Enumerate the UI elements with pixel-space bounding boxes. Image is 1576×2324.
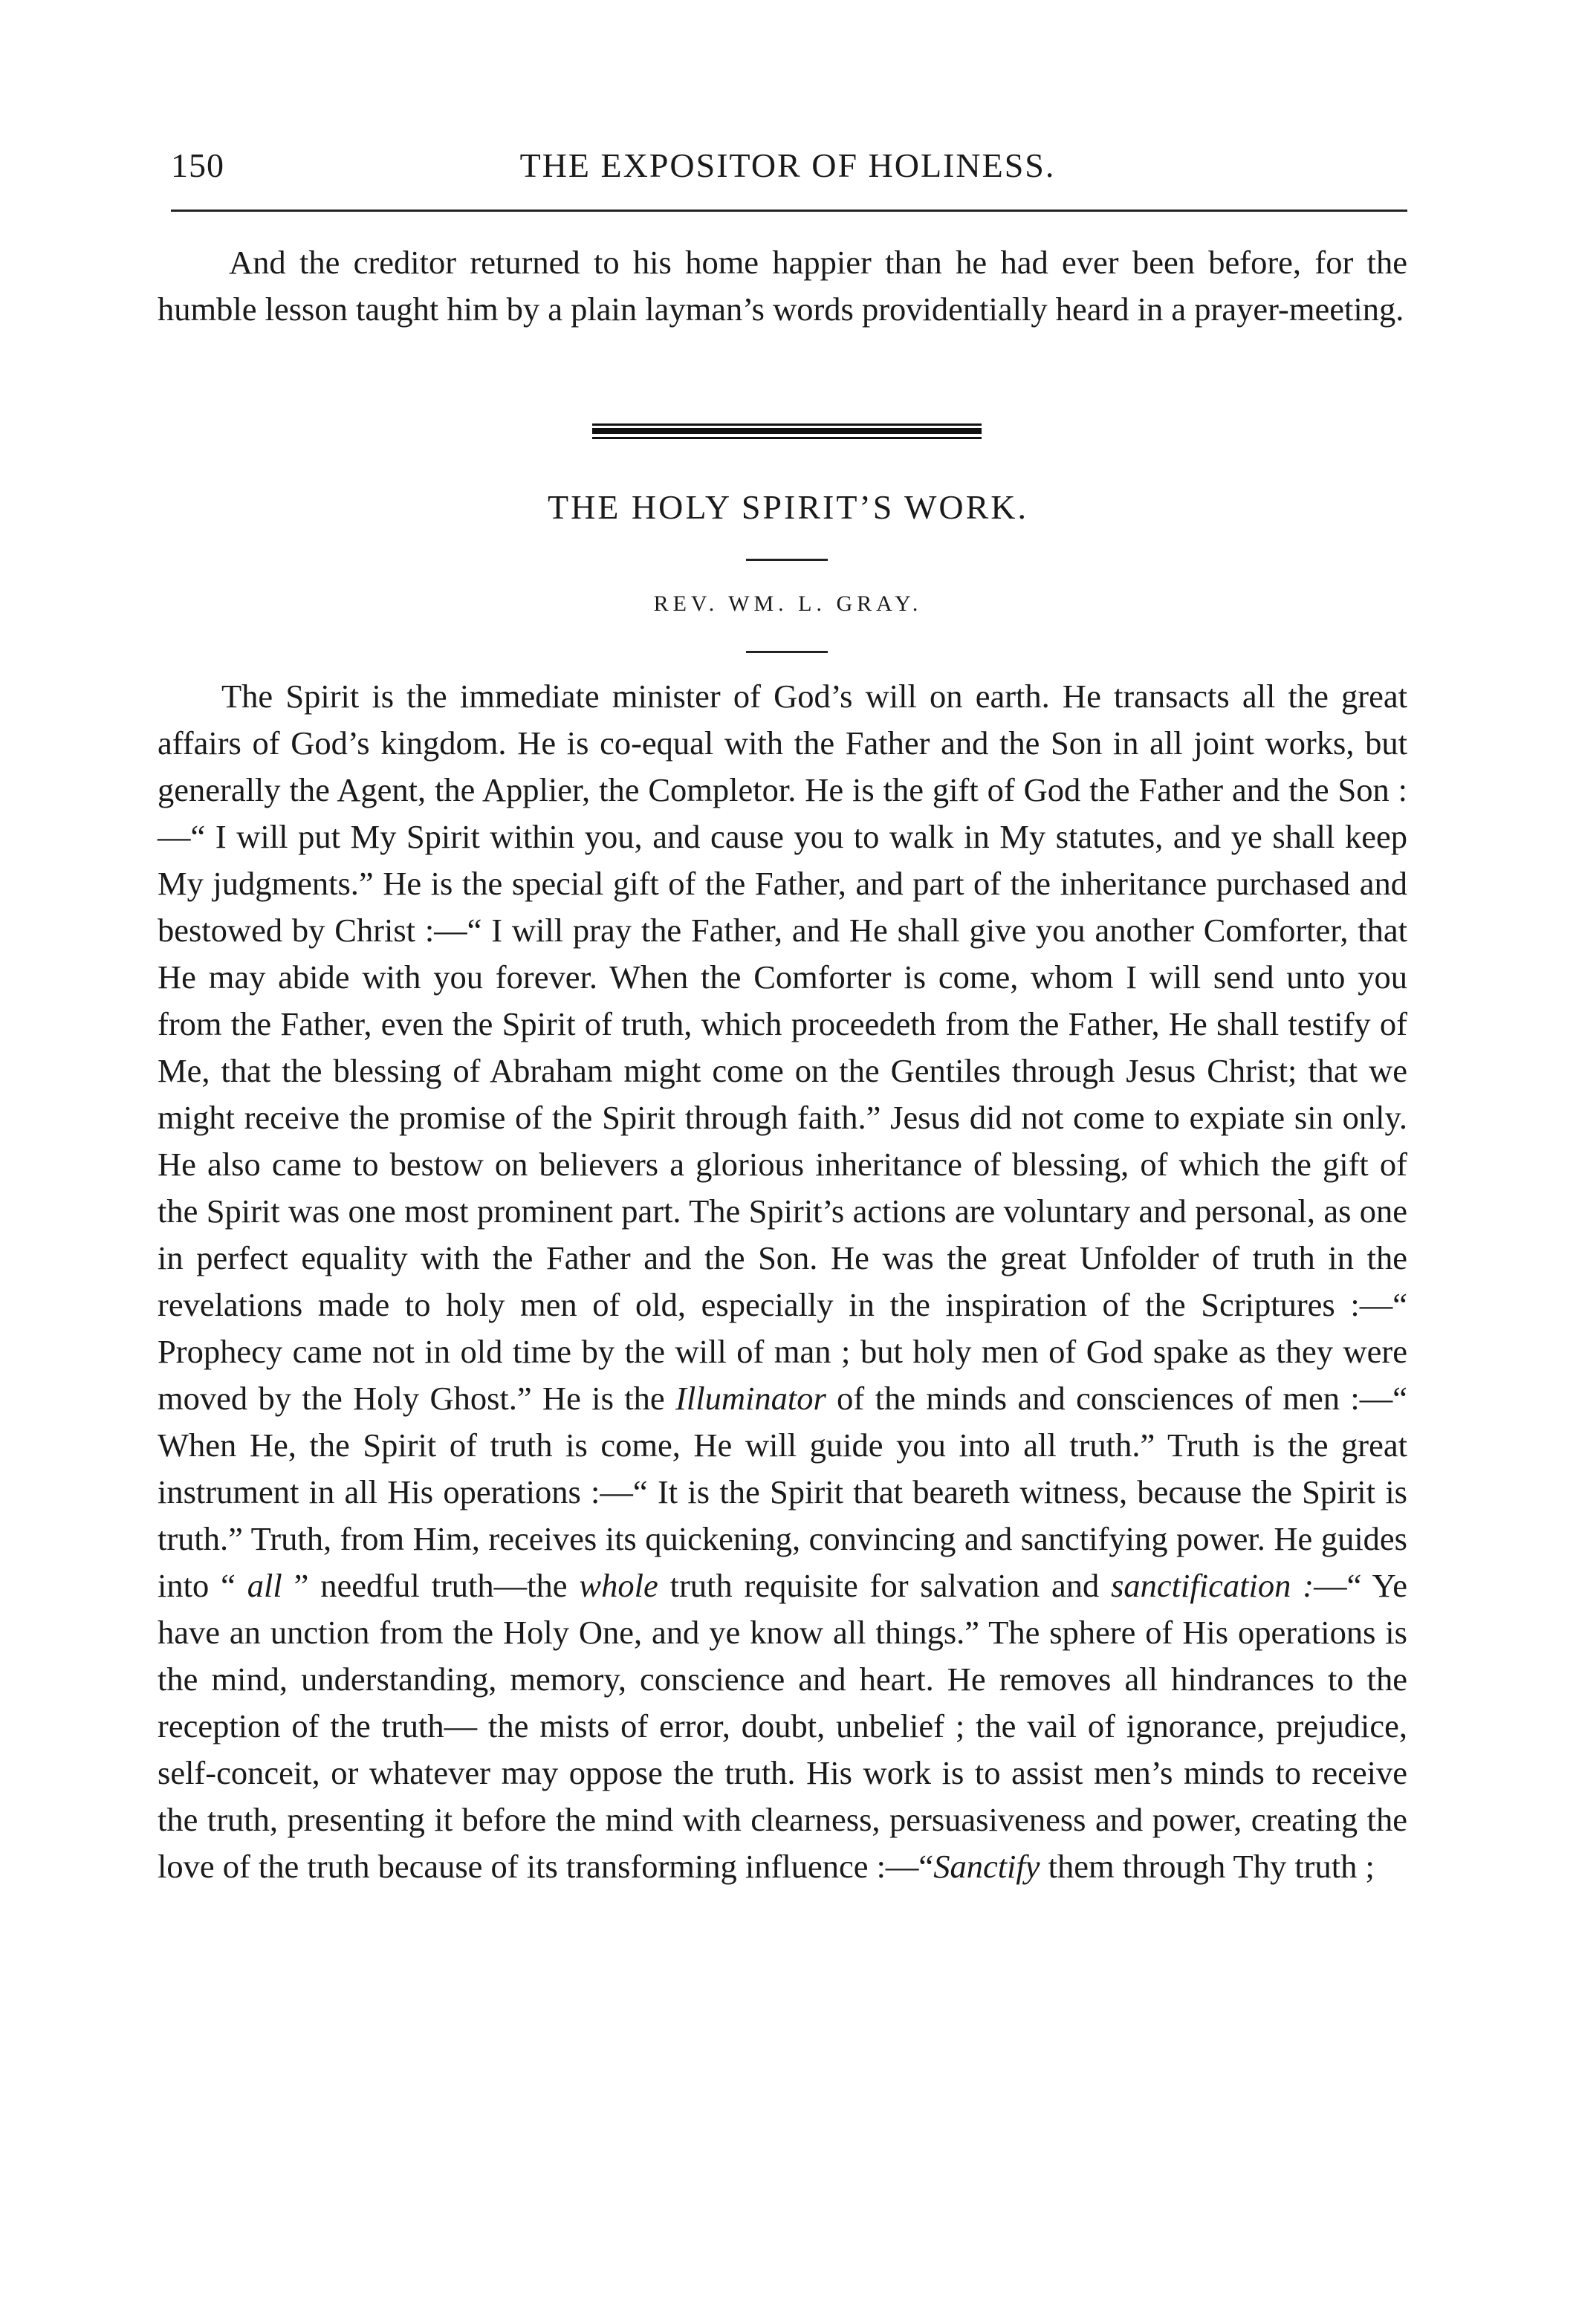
title-rule bbox=[746, 559, 828, 561]
intro-text: And the creditor returned to his home happier than he had ever been before, for the humble lesson taught him by a plain layman’s words providentially heard in a prayer-meeting. bbox=[158, 244, 1407, 328]
body-text-1: The Spirit is the immediate minister of God’s will on earth. He transacts all the great affairs of God’s kingdom. He is co-equal with the Father and the Son in all joint works, but generally the Agent, the Applier, the Completor. He is the gift of God the Father and the Son :—“ I will put My Spirit within you, and cause you to walk in My statutes, and ye shall keep My judgments.” He is the special gift of the Father, and part of the inheritance purchased and bestowed by Christ :—“ I will pray the Father, and He shall give you another Comforter, that He may abide with you forever. When the Comforter is come, whom I will send unto you from the Father, even the Spirit of truth, which proceedeth from the Father, He shall testify of Me, that the blessing of Abraham might come on the Gentiles through Jesus Christ; that we might receive the promise of the Spirit through faith.” Jesus did not come to expiate sin only. He also came to bestow on believers a glorious inheritance of blessing, of which the gift of the Spirit was one most prominent part. The Spirit’s actions are voluntary and personal, as one in perfect equality with the Father and the Son. He was the great Unfolder of truth in the revelations made to holy men of old, especially in the inspiration of the Scriptures :—“ Prophecy came not in old time by the will of man ; but holy men of God spake as they were moved by the Holy Ghost.” He is the bbox=[158, 678, 1407, 1417]
ornament-rule-thick bbox=[592, 428, 982, 434]
intro-paragraph bbox=[158, 239, 1407, 333]
author-rule bbox=[746, 651, 828, 653]
ornament-rule-bottom bbox=[592, 437, 982, 439]
body-text-4: truth requisite for salvation and bbox=[658, 1567, 1112, 1604]
body-text-2: of the minds and consciences of men :—“ When He, the Spirit of truth is come, He will guide you into all truth.” Truth is the great instrument in all His operations :—“ It is the Spirit that beareth witness, because the Spirit is truth.” Truth, from Him, receives its quickening, convincing and sanctifying power. He guides into “ bbox=[158, 1380, 1407, 1604]
page-number: 150 bbox=[171, 146, 224, 184]
body-paragraph bbox=[158, 673, 1407, 1890]
body-italic-all: all bbox=[247, 1567, 282, 1604]
header-rule bbox=[171, 210, 1407, 212]
ornament-rule-top bbox=[592, 423, 982, 426]
article-title: THE HOLY SPIRIT’S WORK. bbox=[547, 488, 1029, 526]
running-title: THE EXPOSITOR OF HOLINESS. bbox=[519, 146, 1056, 184]
article-body bbox=[158, 673, 1407, 1890]
body-text-3: ” needful truth—the bbox=[282, 1567, 580, 1604]
body-italic-whole: whole bbox=[579, 1567, 658, 1604]
body-italic-sanctification: sanctification : bbox=[1111, 1567, 1314, 1604]
body-italic-sanctify: Sanctify bbox=[933, 1848, 1040, 1885]
body-text-6: them through Thy truth ; bbox=[1040, 1848, 1375, 1885]
running-header bbox=[171, 146, 1404, 198]
body-italic-illuminator: Illuminator bbox=[675, 1380, 826, 1417]
section-divider-ornament bbox=[592, 423, 982, 440]
article-author: REV. WM. L. GRAY. bbox=[653, 591, 923, 616]
body-text-5: —“ Ye have an unction from the Holy One, and ye know all things.” The sphere of His operations is the mind, understanding, memory, conscience and heart. He removes all hindrances to the reception of the truth— the mists of error, doubt, unbelief ; the vail of ignorance, prejudice, self-conceit, or whatever may oppose the truth. His work is to assist men’s minds to receive the truth, presenting it before the mind with clearness, persuasiveness and power, creating the love of the truth because of its transforming influence :—“ bbox=[158, 1567, 1407, 1885]
